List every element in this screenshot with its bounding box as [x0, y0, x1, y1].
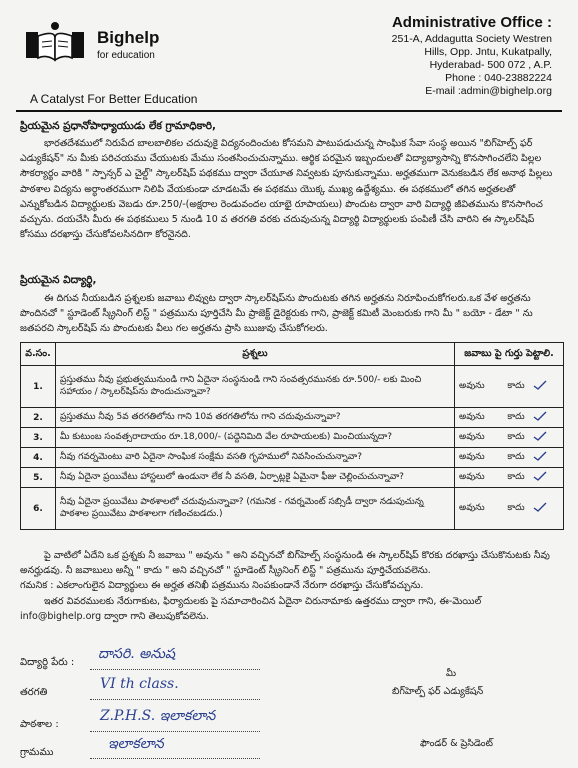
salutation-headmaster: ప్రియమైన ప్రధానోపాధ్యాయుడు లేక గ్రామాధికారి, [20, 120, 217, 132]
signature-role: ఫౌండర్ & ప్రెసిడెంట్ [420, 738, 493, 749]
office-email: E-mail :admin@bighelp.org [425, 85, 552, 97]
table-row [21, 366, 564, 408]
village-underline [90, 757, 260, 759]
signature-org: బిగ్‌హెల్ప్ ఫర్ ఎడ్యుకేషన్ [392, 686, 484, 697]
eligibility-text: పై వాటిలో ఏదేని ఒక ప్రశ్నకు నీ జవాబు " అవును " అని వచ్చినచో బిగ్‌హెల్ప్ సంస్థనుండి ఈ స్కాలర్‌షిప్ కొరకు దరఖాస్తు చేసుకొనుటకు నీవు అనర్హుడవు. నీ జవాబులు అన్నీ " కాదు " అని వచ్చినచో " స్టూడెంట్ స్క్రీనింగ్ లిస్ట్ " పత్రమును పూర్తిచేయవలెను. [20, 550, 550, 577]
office-line: 251-A, Addagutta Society Westren [391, 33, 552, 45]
table-row [21, 468, 564, 488]
row-number: 5. [21, 468, 56, 488]
intro-paragraph [20, 136, 562, 242]
answer-no[interactable]: కాదు [507, 380, 525, 391]
tick-mark-icon [533, 431, 547, 441]
row-answer [455, 366, 564, 408]
row-number: 1. [21, 366, 56, 408]
bighelp-logo [22, 20, 88, 64]
table-row [21, 448, 564, 468]
brand-subtitle: for education [97, 50, 155, 61]
contact-text: ఇతర వివరములకు నేరుగాకుట, ఫిర్యాదులకు పై సమాచారించిన ఏదైనా చిరునామాకు ఉత్తరము ద్వారా గాని, ఈ-మెయిల్ [44, 595, 482, 607]
row-answer [455, 428, 564, 448]
table-header-row [21, 343, 564, 366]
class-underline [90, 698, 260, 700]
tick-mark-icon [533, 471, 547, 481]
answer-yes[interactable]: అవును [459, 502, 485, 513]
tagline: A Catalyst For Better Education [30, 92, 198, 106]
school-handwritten[interactable]: Z.P.H.S. ఇలాకలాన [100, 708, 216, 724]
name-handwritten[interactable]: దాసరి. అనుష [98, 646, 176, 662]
school-underline [90, 730, 260, 732]
office-line: Hills, Opp. Jntu, Kukatpally, [424, 46, 552, 58]
brand-name: Bighelp [97, 28, 160, 47]
salutation-student: ప్రియమైన విద్యార్థి, [20, 274, 97, 286]
office-address [312, 14, 552, 98]
signature-mark: మీ [446, 668, 457, 679]
tick-mark-icon [533, 380, 547, 390]
answer-no[interactable]: కాదు [507, 411, 525, 422]
answer-yes[interactable]: అవును [459, 471, 485, 482]
book-person-logo-icon [22, 20, 88, 64]
answer-yes[interactable]: అవును [459, 431, 485, 442]
col-number-header: వ.సం. [21, 343, 56, 366]
village-handwritten[interactable]: ఇలాకలాన [108, 736, 164, 752]
office-phone: Phone : 040-23882224 [445, 72, 552, 84]
class-label: తరగతి [20, 687, 48, 698]
table-row [21, 488, 564, 530]
answer-yes[interactable]: అవును [459, 451, 485, 462]
answer-no[interactable]: కాదు [507, 451, 525, 462]
row-number: 3. [21, 428, 56, 448]
table-row [21, 428, 564, 448]
intro-paragraph-text: భారతదేశములో నిరుపేద బాలబాలికల చదువుకై విద్యనందించుట కోసమని పాటుపడుచున్న సాంఘిక సేవా సంస్థ అయిన "బిగ్‌హెల్ప్ ఫర్ ఎడ్యుకేషన్" ను మీకు పరిచయము చేయుటకు మేము సంతసించుచున్నాము. ఆర్థిక పరమైన ఇబ్బందులతో విద్యాభ్యాసాన్ని కొనసాగించలేని పిల్లల సౌకర్యార్థం వారికి " స్పాన్సర్ ఎ చైల్డ్" స్కాలర్‌షిప్ పథకము ద్వారా చేయూత నివ్వటకు పూనుకున్నాము. అర్హతముగా వెనుకబడిన లేక అనాథ పిల్లలు పాఠశాల విద్యను అర్ధాంతరముగా నిలిపి వేయకుండా చూడటమే ఈ పథకము యొక్క ముఖ్య ఉద్దేశ్యము. ఈ పథకములో తగిన అర్హతలతో ఎన్నుకోబడిన విద్యార్థులకు వెబడు రూ.250/-(అక్షరాల రెండువందల యాభై రూపాయలు) పొందుట ద్వారా వారి విద్యార్థి జీవితమును కొనసాగించ వచ్చును. దయచేసి మీరు ఈ పథకములు 5 నుండి 10 వ తరగతి వరకు చదువుచున్న విద్యార్థి విద్యార్థులకు పంపిణీ చేసి వారిని ఈ స్కాలర్‌షిప్ కోసము దరఖాస్తు చేసుకోవలసినదిగా కోరనైనది. [20, 138, 553, 241]
student-paragraph [20, 291, 562, 337]
row-question: ప్రస్తుతము నీవు ప్రభుత్వమునుండి గాని ఏదైనా సంస్థనుండి గాని సంవత్సరమునకు రూ.500/- లకు మించి సహాయం / స్కాలర్‌షిప్‌ను పొందుచున్నావా? [56, 366, 455, 408]
village-label: గ్రామము [20, 747, 54, 758]
student-paragraph-text: ఈ దిగువ నీయబడిన ప్రశ్నలకు జవాబు లివ్వుట ద్వారా స్కాలర్‌షిప్‌ను పొందుటకు తగిన అర్హతను నిరూపించుకోగలరు.ఒక వేళ అర్హతను పొందినచో " స్టూడెంట్ స్క్రీనింగ్ లిస్ట్ " పత్రమును పూర్తిచేసి మీ ప్రాజెక్ట్ డైరెక్టరుకు గాని, ప్రాజెక్ట్ కమిటీ మెంబరుకు గాని మీ " బయో - డేటా " ను జతపరచి స్కాలర్‌షిప్ ను పొందుటకు వీలు గల అర్హతను ప్రాసి ఋజువు చేసుకోగలరు. [20, 293, 533, 335]
answer-no[interactable]: కాదు [507, 471, 525, 482]
tick-mark-icon [533, 451, 547, 461]
answer-no[interactable]: కాదు [507, 431, 525, 442]
answer-yes[interactable]: అవును [459, 380, 485, 391]
answer-yes[interactable]: అవును [459, 411, 485, 422]
tick-mark-icon [533, 502, 547, 512]
email-text: info@bighelp.org ద్వారా గాని తెలుపుకోవలెను. [20, 610, 209, 622]
class-handwritten[interactable]: VI th class. [100, 676, 179, 692]
row-number: 2. [21, 408, 56, 428]
answer-no[interactable]: కాదు [507, 502, 525, 513]
row-number: 6. [21, 488, 56, 530]
table-row [21, 408, 564, 428]
office-line: Hyderabad- 500 072 , A.P. [429, 59, 552, 71]
row-answer [455, 468, 564, 488]
row-answer [455, 408, 564, 428]
header-divider [16, 110, 562, 112]
col-question-header: ప్రశ్నలు [56, 343, 455, 366]
row-question: మీ కుటుంబ సంవత్సరాదాయం రూ.18,000/- (పద్దెనిమిది వేల రూపాయలకు) మించియున్నదా? [56, 428, 455, 448]
questions-table [20, 342, 564, 530]
school-label: పాఠశాల : [20, 719, 59, 730]
tick-mark-icon [533, 411, 547, 421]
row-question: ప్రస్తుతము నీవు 5వ తరగతిలోను గాని 10వ తరగతిలోను గాని చదువుచున్నావా? [56, 408, 455, 428]
row-question: నీవు ఏదైనా ప్రయివేటు హాస్టలులో ఉండునా లేక నీ వసతి, ఏర్పాట్లకై ఏమైనా ఫీజు చెల్లించుచున్నావా? [56, 468, 455, 488]
name-label: విద్యార్థి పేరు : [20, 657, 75, 668]
col-answer-header: జవాబు పై గుర్తు పెట్టాలి. [455, 343, 564, 366]
row-answer [455, 448, 564, 468]
row-question: నీవు గవర్నమెంటు వారి ఏదైనా సాంఘిక సంక్షేమ వసతి గృహములో నివసించుచున్నావా? [56, 448, 455, 468]
row-answer [455, 488, 564, 530]
name-underline [90, 668, 260, 670]
row-number: 4. [21, 448, 56, 468]
eligibility-paragraph [20, 548, 562, 624]
office-title: Administrative Office : [391, 14, 552, 31]
row-question: నీవు ఏదైనా ప్రయివేటు పాఠశాలలో చదువుచున్నావా? (గమనిక - గవర్నమెంట్ సబ్సిడీ ద్వారా నడుపుచున్న పాఠశాల ప్రయివేటు పాఠశాలగా గణించబడదు.) [56, 488, 455, 530]
note-text: గమనిక : ఎకలాంగులైన విద్యార్థులు ఈ అర్హత తనిఖీ పత్రమును నింపకుండానే నేరుగా దరఖాస్తు చేసుకోవచ్చును. [20, 580, 424, 592]
